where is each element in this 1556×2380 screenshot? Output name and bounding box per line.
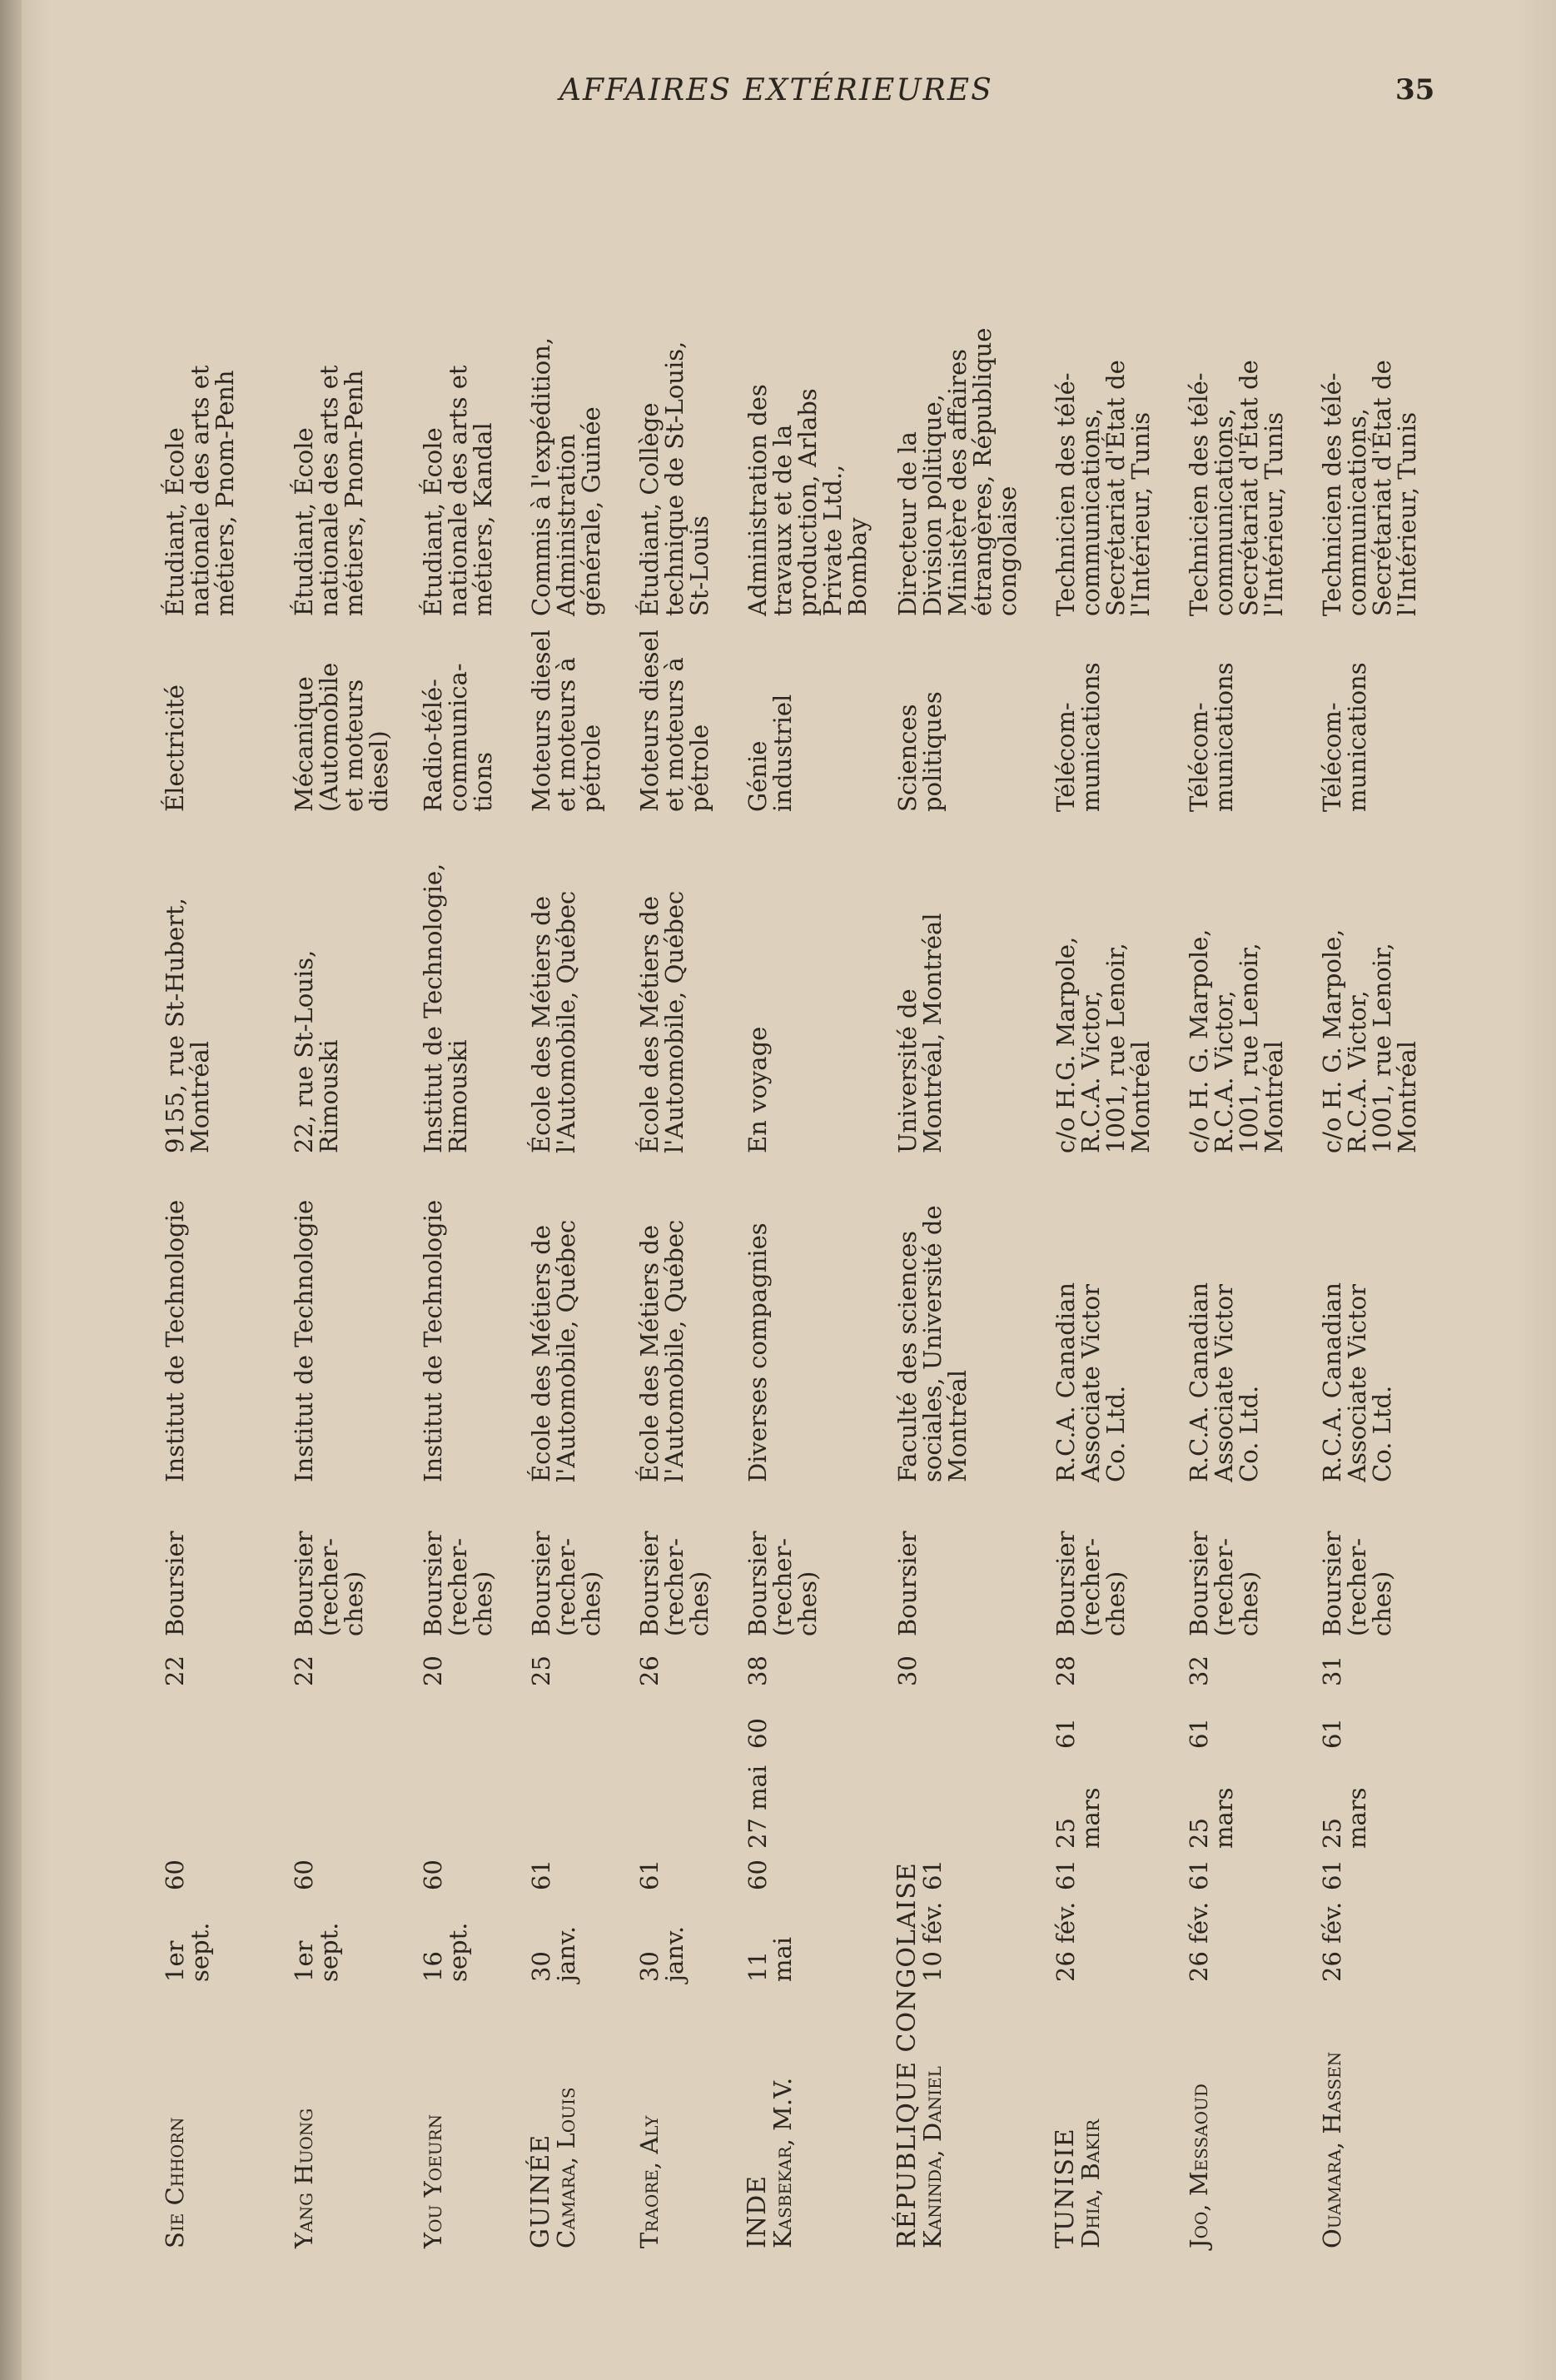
- field-of-study: Radio-télé- communica- tions: [419, 663, 497, 812]
- status: Boursier (recher- ches): [1051, 1531, 1130, 1636]
- country-heading: TUNISIE: [1051, 2128, 1080, 2248]
- rotated-table: [162, 183, 1444, 2248]
- field-of-study: Mécanique (Automobile et moteurs diesel): [290, 662, 393, 812]
- departure-year: 61: [1185, 1718, 1213, 1749]
- age: 20: [419, 1656, 447, 1686]
- age: 32: [1185, 1656, 1213, 1686]
- status: Boursier: [893, 1531, 922, 1636]
- table-row: [162, 183, 296, 2248]
- table-row: [291, 183, 425, 2248]
- arrival-date: 26 fév.: [1318, 1901, 1346, 1982]
- arrival-date: 11 mai: [743, 1936, 797, 1982]
- address: 22, rue St-Louis, Rimouski: [290, 949, 343, 1153]
- person-name: Traore, Aly: [635, 2115, 664, 2248]
- field-of-study: Génie industriel: [743, 694, 797, 812]
- occupation: Directeur de la Division politique, Ministère des affaires étrangères, République congolaise: [893, 327, 1022, 616]
- status: Boursier (recher- ches): [527, 1531, 605, 1636]
- arrival-year: 61: [1318, 1860, 1346, 1890]
- address: Institut de Technologie, Rimouski: [419, 863, 472, 1153]
- person-name: Kaninda, Daniel: [918, 2066, 947, 2248]
- person-name: Sie Chhorn: [161, 2117, 189, 2248]
- age: 22: [161, 1656, 189, 1686]
- arrival-year: 61: [918, 1860, 947, 1890]
- field-of-study: Moteurs diesel et moteurs à pétrole: [635, 630, 713, 812]
- age: 38: [743, 1656, 772, 1686]
- age: 22: [290, 1656, 318, 1686]
- address: École des Métiers de l'Automobile, Québec: [635, 890, 689, 1153]
- institution: Faculté des sciences sociales, Université de Montréal: [893, 1205, 972, 1482]
- table-row: [1053, 183, 1186, 2248]
- departure-date: 25 mars: [1051, 1787, 1105, 1849]
- occupation: Étudiant, École nationale des arts et métiers, Pnom-Penh: [290, 365, 368, 616]
- field-of-study: Télécom- munications: [1185, 662, 1238, 812]
- arrival-date: 1er sept.: [161, 1922, 214, 1982]
- status: Boursier (recher- ches): [419, 1531, 497, 1636]
- institution: École des Métiers de l'Automobile, Québec: [635, 1219, 689, 1482]
- arrival-year: 61: [635, 1860, 664, 1890]
- arrival-date: 30 janv.: [527, 1925, 580, 1982]
- arrival-year: 60: [419, 1860, 447, 1890]
- occupation: Étudiant, École nationale des arts et métiers, Pnom-Penh: [161, 365, 239, 616]
- occupation: Technicien des télé- communications, Secrétariat d'État de l'Intérieur, Tunis: [1185, 360, 1288, 616]
- departure-year: 61: [1318, 1718, 1346, 1749]
- address: c/o H.G. Marpole, R.C.A. Victor, 1001, rue Lenoir, Montréal: [1051, 936, 1155, 1153]
- arrival-year: 60: [161, 1860, 189, 1890]
- address: École des Métiers de l'Automobile, Québec: [527, 890, 580, 1153]
- departure-date: 25 mars: [1318, 1787, 1371, 1849]
- age: 31: [1318, 1656, 1346, 1686]
- arrival-year: 61: [527, 1860, 555, 1890]
- arrival-date: 30 janv.: [635, 1925, 689, 1982]
- institution: R.C.A. Canadian Associate Victor Co. Ltd.: [1318, 1282, 1396, 1482]
- arrival-year: 60: [290, 1860, 318, 1890]
- table-row: [1186, 183, 1320, 2248]
- status: Boursier (recher- ches): [290, 1531, 368, 1636]
- age: 30: [893, 1656, 922, 1686]
- institution: Institut de Technologie: [161, 1199, 189, 1482]
- person-name: Dhia, Bakir: [1076, 2119, 1105, 2248]
- departure-date: 27 mai: [743, 1765, 772, 1849]
- person-name: You Yoeurn: [419, 2114, 447, 2248]
- person-name: Ouamara, Hassen: [1318, 2051, 1346, 2248]
- institution: École des Métiers de l'Automobile, Québec: [527, 1219, 580, 1482]
- departure-year: 61: [1051, 1718, 1080, 1749]
- address: c/o H. G. Marpole, R.C.A. Victor, 1001, rue Lenoir, Montréal: [1185, 929, 1288, 1153]
- running-head: AFFAIRES EXTÉRIEURES: [559, 73, 993, 107]
- person-name: Camara, Louis: [552, 2087, 580, 2248]
- occupation: Étudiant, École nationale des arts et métiers, Kandal: [419, 365, 497, 616]
- arrival-date: 1er sept.: [290, 1922, 343, 1982]
- table-row: [892, 183, 1028, 2248]
- institution: R.C.A. Canadian Associate Victor Co. Ltd.: [1185, 1282, 1263, 1482]
- occupation: Technicien des télé- communications, Secrétariat d'État de l'Intérieur, Tunis: [1051, 360, 1155, 616]
- occupation: Technicien des télé- communications, Secrétariat d'État de l'Intérieur, Tunis: [1318, 360, 1421, 616]
- age: 28: [1051, 1656, 1080, 1686]
- address: Université de Montréal, Montréal: [893, 913, 947, 1153]
- status: Boursier (recher- ches): [743, 1531, 822, 1636]
- institution: Institut de Technologie: [290, 1199, 318, 1482]
- page-number: 35: [1395, 73, 1435, 107]
- status: Boursier (recher- ches): [1318, 1531, 1396, 1636]
- arrival-date: 16 sept.: [419, 1922, 472, 1982]
- status: Boursier (recher- ches): [635, 1531, 713, 1636]
- arrival-date: 10 fév.: [918, 1901, 947, 1982]
- institution: Diverses compagnies: [743, 1222, 772, 1482]
- country-heading: GUINÉE: [526, 2134, 555, 2248]
- address: c/o H. G. Marpole, R.C.A. Victor, 1001, rue Lenoir, Montréal: [1318, 929, 1421, 1153]
- table-row: [745, 183, 878, 2248]
- arrival-year: 60: [743, 1860, 772, 1890]
- arrival-year: 61: [1051, 1860, 1080, 1890]
- field-of-study: Électricité: [161, 685, 189, 812]
- person-name: Joo, Messaoud: [1185, 2084, 1213, 2248]
- person-name: Yang Huong: [290, 2108, 318, 2248]
- departure-year: 60: [743, 1718, 772, 1749]
- person-name: Kasbekar, M.V.: [768, 2077, 797, 2248]
- field-of-study: Moteurs diesel et moteurs à pétrole: [527, 630, 605, 812]
- field-of-study: Sciences politiques: [893, 691, 947, 812]
- age: 26: [635, 1656, 664, 1686]
- departure-date: 25 mars: [1185, 1787, 1238, 1849]
- arrival-date: 26 fév.: [1185, 1901, 1213, 1982]
- occupation: Commis à l'expédition, Administration générale, Guinée: [527, 336, 605, 616]
- institution: R.C.A. Canadian Associate Victor Co. Ltd.: [1051, 1282, 1130, 1482]
- status: Boursier: [161, 1531, 189, 1636]
- status: Boursier (recher- ches): [1185, 1531, 1263, 1636]
- arrival-date: 26 fév.: [1051, 1901, 1080, 1982]
- field-of-study: Télécom- munications: [1318, 662, 1371, 812]
- address: En voyage: [743, 1026, 772, 1153]
- page-binding-edge: [0, 0, 22, 2380]
- address: 9155, rue St-Hubert, Montréal: [161, 898, 214, 1153]
- institution: Institut de Technologie: [419, 1199, 447, 1482]
- arrival-year: 61: [1185, 1860, 1213, 1890]
- age: 25: [527, 1656, 555, 1686]
- table-row: [1320, 183, 1453, 2248]
- occupation: Étudiant, Collège technique de St-Louis, St-Louis: [635, 341, 713, 616]
- field-of-study: Télécom- munications: [1051, 662, 1105, 812]
- country-heading: INDE: [743, 2174, 772, 2248]
- occupation: Administration des travaux et de la production, Arlabs Private Ltd., Bombay: [743, 384, 872, 616]
- country-heading: RÉPUBLIQUE CONGOLAISE: [892, 1862, 922, 2248]
